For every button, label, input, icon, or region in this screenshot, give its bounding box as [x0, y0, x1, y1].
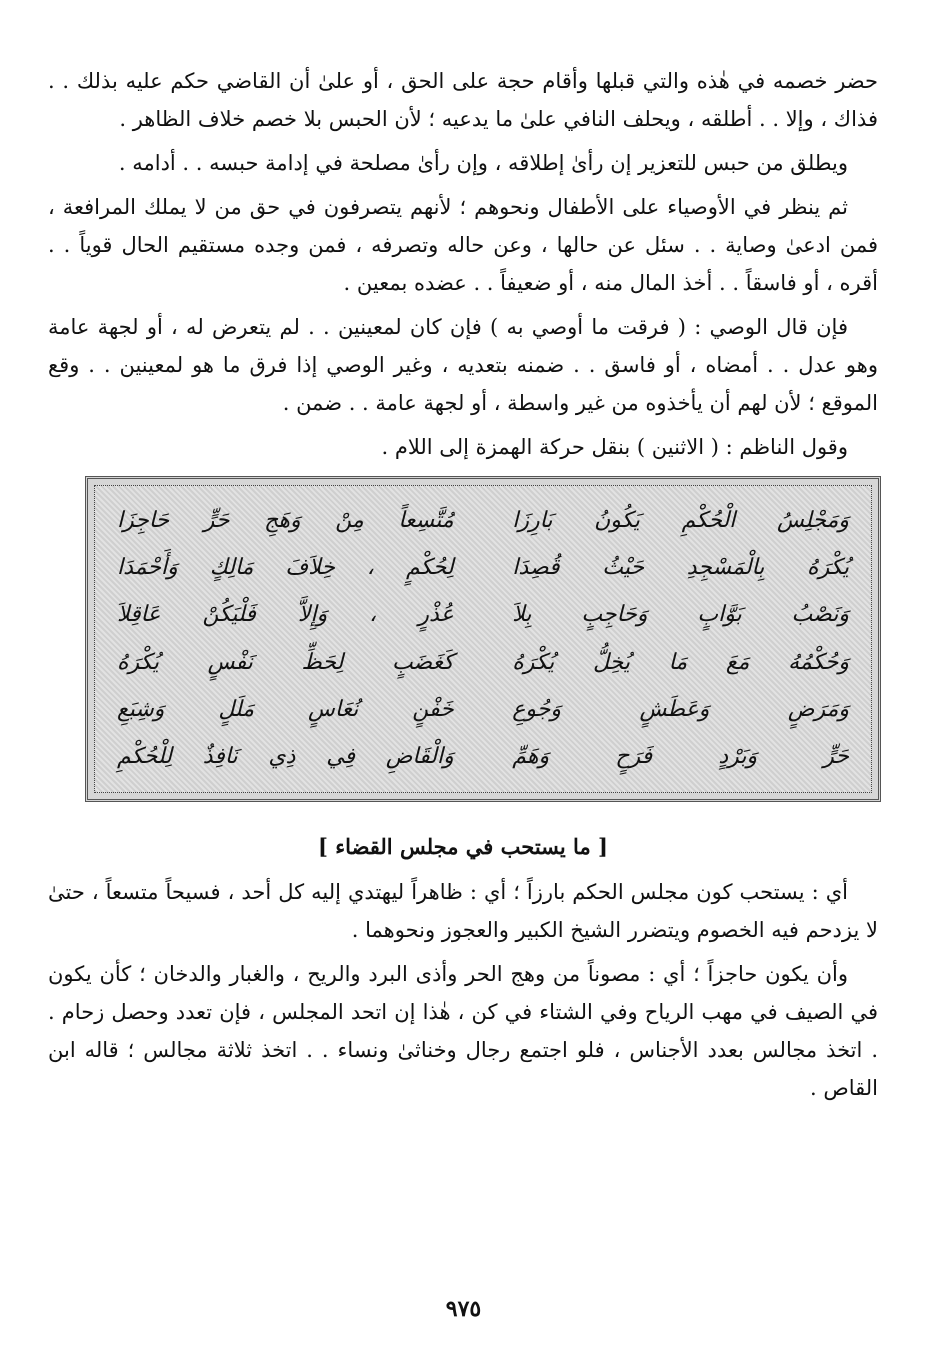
page-body — [48, 62, 878, 1113]
page-number: ٩٧٥ — [445, 1296, 482, 1322]
paragraph-6: أي : يستحب كون مجلس الحكم بارزاً ؛ أي : ظاهراً ليهتدي إليه كل أحد ، فسيحاً متسعاً ، حتىٰ لا يزدحم فيه الخصوم ويتضرر الشيخ الكبير والعجوز ونحوهما . — [48, 880, 878, 942]
paragraph-2: ويطلق من حبس للتعزير إن رأىٰ إطلاقه ، وإن رأىٰ مصلحة في إدامة حبسه . . أدامه . — [118, 151, 848, 175]
verse-first-hemistich: وَمَرَضٍ وَعَطَشٍ وَجُوعِ — [512, 696, 849, 722]
verse-second-hemistich: عُذْرٍ ، وَإِلاَّ فَلْيَكُنْ عَاقِلاَ — [117, 602, 454, 628]
verse-second-hemistich: خَفْنٍ نُعَاسٍ مَلَلٍ وَشِبَعِ — [117, 696, 454, 722]
verse-second-hemistich: كَغَضَبٍ لِحَظِّ نَفْسٍ يُكْرَهُ — [117, 649, 454, 675]
verse-line — [117, 547, 849, 589]
poem-verses — [94, 485, 872, 793]
verse-first-hemistich: حَرٍّ وَبَرْدٍ فَرَحٍ وَهَمِّ — [512, 743, 849, 769]
paragraph-3: ثم ينظر في الأوصياء على الأطفال ونحوهم ؛ لأنهم يتصرفون في حق من لا يملك المرافعة ، فمن ادعىٰ وصاية . . سئل عن حالها ، وعن حاله وتصرفه ، فمن وجده مستقيم الحال قوياً . . أقره ، أو فاسقاً . . أخذ المال منه ، أو ضعيفاً . . عضده بمعين . — [48, 195, 878, 295]
verse-first-hemistich: وَنَصْبُ بَوَّابٍ وَحَاجِبٍ بِلاَ — [512, 602, 849, 628]
verse-first-hemistich: وَمَجْلِسُ الْحُكْمِ يَكُونُ بَارِزَا — [512, 508, 849, 533]
verse-second-hemistich: وَالْقَاضِ فِي ذِي نَافِذٌ لِلْحُكْمِ — [117, 743, 454, 769]
verse-line — [117, 500, 849, 542]
paragraph-5: وقول الناظم : ( الاثنين ) بنقل حركة الهمزة إلى اللام . — [381, 435, 848, 459]
verse-second-hemistich: لِحُكْمٍ ، خِلاَفَ مَالِكٍ وَأَحْمَدَا — [117, 555, 454, 581]
paragraph-7: وأن يكون حاجزاً ؛ أي : مصوناً من وهج الحر وأذى البرد والريح ، والغبار والدخان ؛ كأن يكون في الصيف في مهب الرياح وفي الشتاء في كن ، هٰذا إن اتحد المجلس ، فإن تعدد وحصل زحام . . اتخذ مجالس بعدد الأجناس ، فلو اجتمع رجال وخناثىٰ ونساء . . اتخذ ثلاثة مجالس ؛ قاله ابن القاص . — [48, 962, 878, 1100]
verse-line — [117, 736, 849, 778]
section-heading: [ ما يستحب في مجلس القضاء ] — [318, 834, 608, 859]
verse-first-hemistich: يُكْرَهُ بِالْمَسْجِدِ حَيْثُ قُصِدَا — [512, 555, 849, 581]
poem-frame — [85, 476, 881, 802]
paragraph-4: فإن قال الوصي : ( فرقت ما أوصي به ) فإن كان لمعينين . . لم يتعرض له ، أو لجهة عامة وهو عدل . . أمضاه ، أو فاسق . . ضمنه بتعديه ، وغير الوصي إذا فرق ما هو لمعينين . . وقع الموقع ؛ لأن لهم أن يأخذوه من غير واسطة ، أو لجهة عامة . . ضمن . — [48, 315, 878, 415]
verse-line — [117, 642, 849, 684]
verse-line — [117, 594, 849, 636]
verse-second-hemistich: مُتَّسِعاً مِنْ وَهَجِ حَرٍّ حَاجِزَا — [117, 508, 454, 533]
paragraph-1: حضر خصمه في هٰذه والتي قبلها وأقام حجة على الحق ، أو علىٰ أن القاضي حكم عليه بذلك . . فذاك ، وإلا . . أطلقه ، ويحلف النافي علىٰ ما يدعيه ؛ لأن الحبس بلا خصم خلاف الظاهر . — [48, 69, 878, 131]
verse-line — [117, 689, 849, 731]
verse-first-hemistich: وَحُكْمُهُ مَعَ مَا يُخِلُّ يُكْرَهُ — [512, 649, 849, 675]
